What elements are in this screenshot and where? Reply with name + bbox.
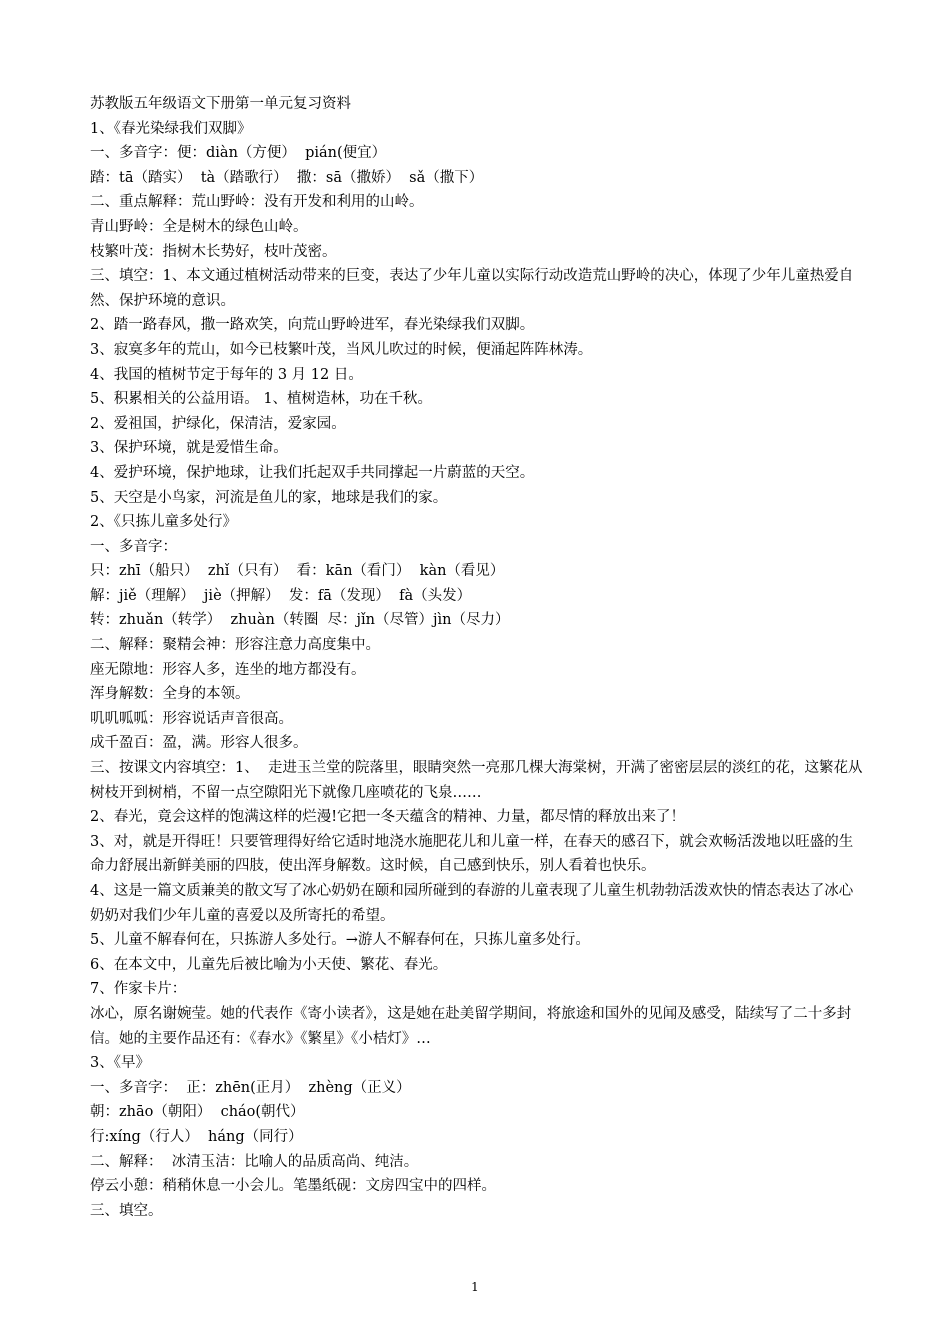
text-line: 一、多音字： 正：zhēn(正月） zhèng（正义） (90, 1079, 411, 1096)
text-paragraph: 4、这是一篇文质兼美的散文写了冰心奶奶在颐和园所碰到的春游的儿童表现了儿童生机勃勃活泼欢快的情态表达了冰心奶奶对我们少年儿童的喜爱以及所寄托的希望。 (90, 883, 854, 924)
text-line: 5、积累相关的公益用语。 1、植树造林，功在千秋。 (90, 391, 433, 408)
text-line: 座无隙地：形容人多，连坐的地方都没有。 (90, 661, 366, 678)
text-line: 2、爱祖国，护绿化，保清洁，爱家园。 (90, 415, 346, 432)
text-line: 只：zhī（船只） zhǐ（只有） 看：kān（看门） kàn（看见） (90, 563, 505, 580)
text-line: 二、解释： 冰清玉洁：比喻人的品质高尚、纯洁。 (90, 1153, 419, 1170)
text-line: 7、作家卡片： (90, 981, 187, 998)
text-line: 3、寂寞多年的荒山，如今已枝繁叶茂，当风儿吹过的时候，便涌起阵阵林涛。 (90, 341, 593, 358)
text-line: 踏：tā（踏实） tà（踏歌行） 撒：sā（撒娇） sǎ（撒下） (90, 169, 484, 186)
document-title: 苏教版五年级语文下册第一单元复习资料 (90, 96, 351, 112)
text-line: 三、填空。 (90, 1202, 163, 1219)
text-paragraph: 冰心，原名谢婉莹。她的代表作《寄小读者》，这是她在赴美留学期间，将旅途和国外的见闻及感受，陆续写了二十多封信。她的主要作品还有：《春水》《繁星》《小桔灯》… (90, 1005, 852, 1047)
text-line: 枝繁叶茂：指树木长势好，枝叶茂密。 (90, 243, 337, 260)
text-line: 6、在本文中，儿童先后被比喻为小天使、繁花、春光。 (90, 956, 448, 973)
text-line: 4、我国的植树节定于每年的 3 月 12 日。 (90, 366, 363, 383)
section-heading: 1、《春光染绿我们双脚》 (90, 120, 252, 137)
text-line: 叽叽呱呱：形容说话声音很高。 (90, 710, 293, 727)
text-paragraph: 3、对，就是开得旺！只要管理得好给它适时地浇水施肥花儿和儿童一样，在春天的感召下，就会欢畅活泼地以旺盛的生命力舒展出新鲜美丽的四肢，使出浑身解数。这时候，自己感到快乐，别人看着也快乐。 (90, 833, 854, 875)
text-line: 4、爱护环境，保护地球，让我们托起双手共同撑起一片蔚蓝的天空。 (90, 464, 535, 481)
document-body (90, 92, 865, 1223)
section-heading: 3、《早》 (90, 1055, 150, 1072)
text-line: 2、春光，竟会这样的饱满这样的烂漫!它把一冬天蕴含的精神、力量，都尽情的释放出来了！ (90, 809, 686, 826)
text-line: 转：zhuǎn（转学） zhuàn（转圈 尽：jǐn（尽管）jìn（尽力） (90, 612, 510, 629)
text-line: 解：jiě（理解） jiè（押解） 发：fā（发现） fà（头发） (90, 587, 472, 604)
text-line: 5、儿童不解春何在，只拣游人多处行。→游人不解春何在，只拣儿童多处行。 (90, 932, 590, 949)
text-line: 朝：zhāo（朝阳） cháo(朝代） (90, 1104, 305, 1121)
text-line: 停云小憩：稍稍休息一小会儿。笔墨纸砚：文房四宝中的四样。 (90, 1178, 496, 1195)
text-line: 浑身解数：全身的本领。 (90, 686, 250, 703)
text-line: 一、多音字：便：diàn（方便） pián(便宜） (90, 145, 387, 162)
text-line: 5、天空是小鸟家，河流是鱼儿的家，地球是我们的家。 (90, 489, 448, 506)
text-line: 行:xíng（行人） háng（同行） (90, 1128, 303, 1145)
page-number: 1 (471, 1280, 479, 1294)
text-line: 2、踏一路春风，撒一路欢笑，向荒山野岭进军，春光染绿我们双脚。 (90, 317, 535, 334)
text-line: 二、重点解释：荒山野岭：没有开发和利用的山岭。 (90, 194, 424, 211)
text-line: 二、解释：聚精会神：形容注意力高度集中。 (90, 637, 380, 654)
text-line: 一、多音字： (90, 538, 177, 555)
text-line: 3、保护环境，就是爱惜生命。 (90, 440, 288, 457)
text-paragraph: 三、填空：1、本文通过植树活动带来的巨变，表达了少年儿童以实际行动改造荒山野岭的决心，体现了少年儿童热爱自然、保护环境的意识。 (90, 268, 854, 309)
text-line: 成千盈百：盈，满。形容人很多。 (90, 735, 308, 752)
section-heading: 2、《只拣儿童多处行》 (90, 514, 237, 531)
text-line: 青山野岭：全是树木的绿色山岭。 (90, 218, 308, 235)
text-paragraph: 三、按课文内容填空：1、 走进玉兰堂的院落里，眼睛突然一亮那几棵大海棠树，开满了密密层层的淡红的花，这繁花从树枝开到树梢，不留一点空隙阳光下就像几座喷花的飞泉…… (90, 760, 863, 801)
